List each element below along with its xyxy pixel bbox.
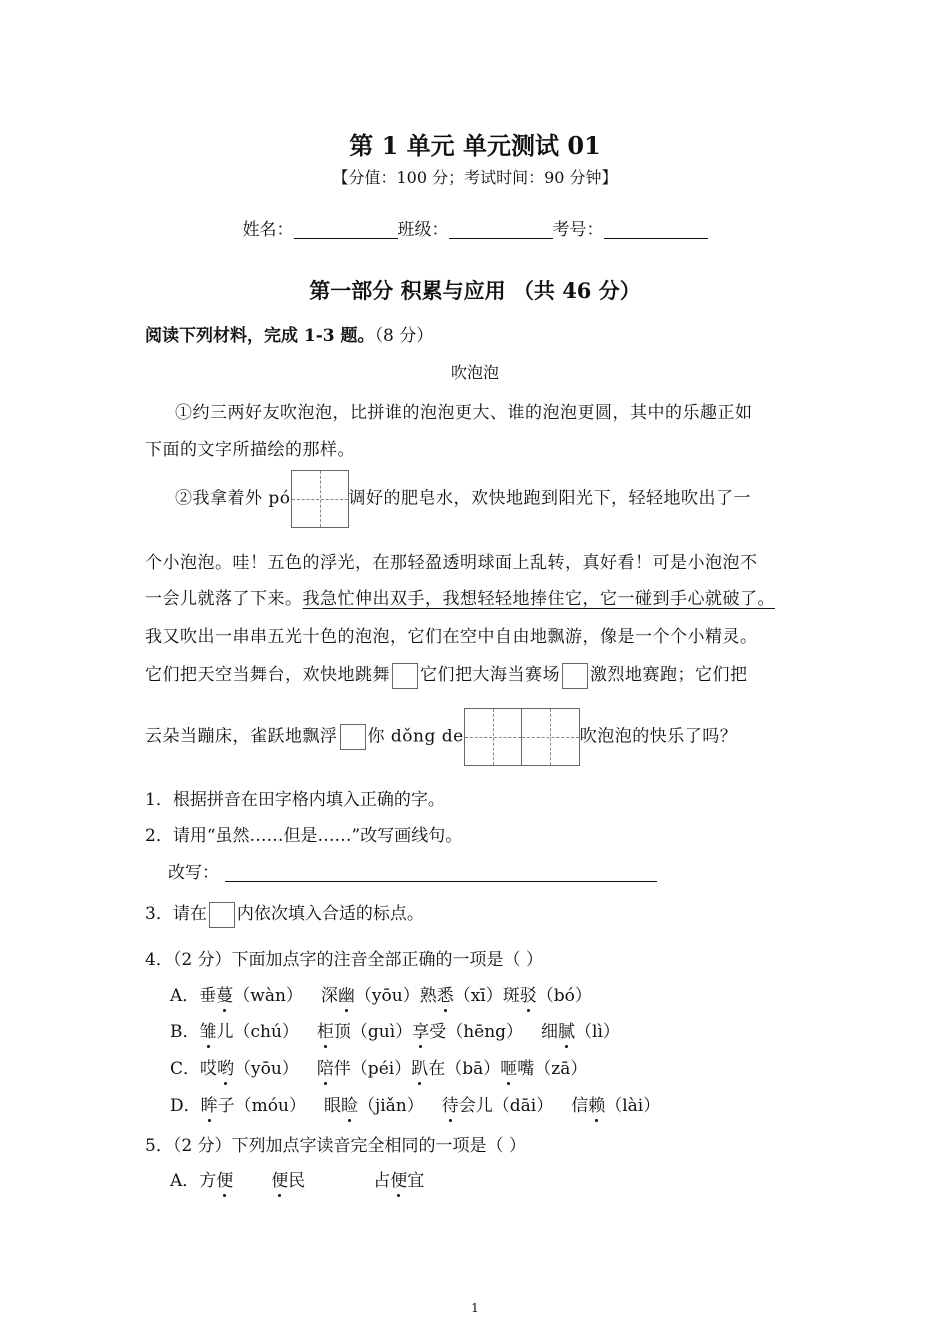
student-info-row [0,215,950,240]
punctuation-box-icon [209,902,235,928]
punctuation-box[interactable] [562,663,588,689]
pinyin: （xī） [453,986,503,1006]
passage-line [145,708,737,766]
passage-text: 它们把天空当舞台，欢快地跳舞 [145,665,390,685]
pinyin: （yōu） [234,1059,299,1079]
rewrite-row [168,858,657,883]
dotted-char: 幽 [337,986,355,1006]
number-blank[interactable] [604,218,708,239]
word: 方 [199,1171,217,1191]
passage-line [145,660,748,689]
part-one-title: 第一部分 积累与应用 （共 46 分） [309,278,641,303]
pinyin: （jiǎn） [357,1096,424,1116]
page-number: 1 [471,1301,479,1315]
rewrite-label: 改写： [168,863,219,883]
pinyin: （bó） [536,986,592,1006]
number-label: 考号： [552,220,604,240]
punctuation-box[interactable] [340,724,366,750]
tianzige-box[interactable] [522,708,580,766]
pinyin: （lài） [605,1096,661,1116]
pinyin: （hēng） [446,1022,524,1042]
pinyin: （móu） [234,1096,306,1116]
pinyin: （chú） [233,1022,299,1042]
word: 受 [429,1022,447,1042]
dotted-char: 哟 [217,1059,235,1079]
passage-text: 云朵当蹦床，雀跃地飘浮 [145,726,338,747]
passage-line [175,470,751,528]
tianzige-box[interactable] [291,470,349,528]
document-title: 第 1 单元 单元测试 01 [349,131,601,160]
passage-line: 个小泡泡。哇！五色的浮光，在那轻盈透明球面上乱转，真好看！可是小泡泡不 [145,553,758,573]
rewrite-line[interactable] [225,861,657,882]
pinyin: （zā） [534,1059,588,1079]
dotted-char: 便 [390,1171,408,1191]
option-label: B． [170,1022,200,1042]
dotted-char: 咂 [500,1059,518,1079]
word: 哎 [200,1059,218,1079]
instruction-text: 阅读下列材料，完成 1-3 题。 [145,326,375,346]
word: 在 [428,1059,446,1079]
dotted-char: 便 [271,1171,289,1191]
passage-line: 我又吹出一串串五光十色的泡泡，它们在空中自由地飘游，像是一个个小精灵。 [145,627,758,647]
word: 占 [373,1171,391,1191]
option-label: C． [170,1059,201,1079]
option-4c[interactable] [170,1054,587,1079]
word: 嘴 [517,1059,535,1079]
question-4: 4．（2 分）下面加点字的注音全部正确的一项是（ ） [145,950,543,970]
passage-text: 它们把大海当赛场 [420,665,560,685]
dotted-char: 悉 [436,986,454,1006]
word: 信 [571,1096,589,1116]
option-label: A． [170,986,200,1006]
dotted-char: 雏 [199,1022,217,1042]
word: 会儿 [458,1096,493,1116]
dotted-char: 趴 [411,1059,429,1079]
passage-line [145,584,775,609]
tianzige-box[interactable] [464,708,522,766]
dotted-char: 享 [412,1022,430,1042]
question-5: 5．（2 分）下列加点字读音完全相同的一项是（ ） [145,1136,526,1156]
passage-line: ①约三两好友吹泡泡，比拼谁的泡泡更大、谁的泡泡更圆，其中的乐趣正如 [175,403,753,423]
pinyin: （dāi） [492,1096,554,1116]
underlined-sentence: 我急忙伸出双手，我想轻轻地捧住它，它一碰到手心就破了。 [302,589,775,609]
option-5a[interactable] [170,1166,424,1191]
punctuation-box[interactable] [392,663,418,689]
dotted-char: 腻 [558,1022,576,1042]
word: 顶 [333,1022,351,1042]
dotted-char: 赖 [588,1096,606,1116]
question-text: 3．请在 [145,904,207,924]
option-label: D． [170,1096,201,1116]
passage-line: 下面的文字所描绘的那样。 [145,440,355,460]
passage-text: ②我拿着外 pó [175,488,291,509]
dotted-char: 便 [216,1171,234,1191]
word: 熟 [419,986,437,1006]
pinyin: （bā） [445,1059,501,1079]
passage-text: 你 dǒng de [367,726,464,747]
question-1: 1．根据拼音在田字格内填入正确的字。 [145,790,445,810]
word: 宜 [407,1171,425,1191]
option-label: A． [170,1171,200,1191]
passage-text: 吹泡泡的快乐了吗？ [579,726,738,747]
instruction-score: （8 分） [374,326,434,346]
dotted-char: 柜 [316,1022,334,1042]
word: 子 [217,1096,235,1116]
pinyin: （péi） [350,1059,412,1079]
reading-instruction [145,321,433,346]
passage-text: 调好的肥皂水，欢快地跑到阳光下，轻轻地吹出了一 [348,488,752,509]
name-blank[interactable] [294,218,398,239]
word: 垂 [199,986,217,1006]
class-label: 班级： [397,220,449,240]
pinyin: （yōu） [354,986,420,1006]
word: 细 [541,1022,559,1042]
question-2: 2．请用“虽然……但是……”改写画线句。 [145,826,463,846]
option-4d[interactable] [170,1091,660,1116]
dotted-char: 驳 [519,986,537,1006]
class-blank[interactable] [449,218,553,239]
word: 民 [288,1171,306,1191]
dotted-char: 睑 [340,1096,358,1116]
passage-title: 吹泡泡 [450,363,499,382]
passage-text: 一会儿就落了下来。 [145,589,303,609]
passage-text: 激烈地赛跑；它们把 [590,665,748,685]
pinyin: （lì） [575,1022,620,1042]
dotted-char: 眸 [200,1096,218,1116]
question-text: 内依次填入合适的标点。 [236,904,424,924]
word: 深 [320,986,338,1006]
option-4a[interactable] [170,981,592,1006]
dotted-char: 陪 [316,1059,334,1079]
word: 儿 [216,1022,234,1042]
dotted-char: 蔓 [216,986,234,1006]
dotted-char: 待 [441,1096,459,1116]
pinyin: （wàn） [233,986,303,1006]
document-subtitle: 【分值：100 分；考试时间：90 分钟】 [332,168,618,187]
question-3 [145,899,424,928]
word: 眼 [323,1096,341,1116]
name-label: 姓名： [242,220,294,240]
pinyin: （guì） [350,1022,413,1042]
option-4b[interactable] [170,1017,620,1042]
word: 伴 [333,1059,351,1079]
word: 斑 [502,986,520,1006]
